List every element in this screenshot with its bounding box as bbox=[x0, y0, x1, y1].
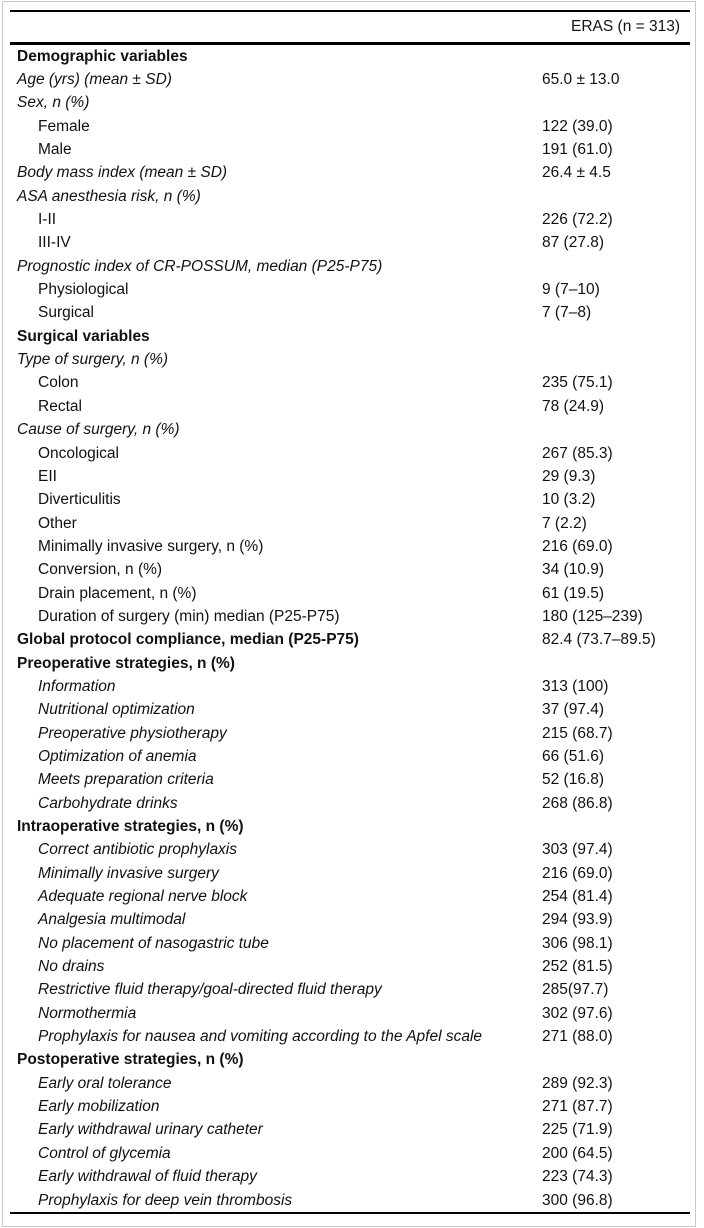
table-row bbox=[10, 862, 690, 885]
row-value: 271 (88.0) bbox=[542, 1028, 613, 1046]
row-label: Adequate regional nerve block bbox=[38, 888, 248, 906]
row-label: Drain placement, n (%) bbox=[38, 584, 197, 602]
row-label: Meets preparation criteria bbox=[38, 771, 214, 789]
table-bottom-rule bbox=[10, 1212, 690, 1214]
row-label: Surgical bbox=[38, 304, 94, 322]
row-value: 313 (100) bbox=[542, 677, 609, 695]
row-label: Prophylaxis for deep vein thrombosis bbox=[38, 1191, 293, 1209]
table-top-rule bbox=[10, 10, 690, 12]
row-label: Prognostic index of CR-POSSUM, median (P25-P75) bbox=[17, 257, 383, 275]
table-row bbox=[10, 979, 690, 1002]
table-row bbox=[10, 909, 690, 932]
row-label: EII bbox=[38, 467, 57, 485]
row-value: 200 (64.5) bbox=[542, 1144, 613, 1162]
table-row bbox=[10, 489, 690, 512]
table-row bbox=[10, 815, 690, 838]
row-label: Preoperative physiotherapy bbox=[38, 724, 227, 742]
table-row bbox=[10, 1189, 690, 1212]
row-value: 303 (97.4) bbox=[542, 841, 613, 859]
table-header-row bbox=[10, 13, 690, 41]
row-value: 252 (81.5) bbox=[542, 958, 613, 976]
table-row bbox=[10, 465, 690, 488]
row-label: ASA anesthesia risk, n (%) bbox=[17, 187, 201, 205]
row-label: Minimally invasive surgery, n (%) bbox=[38, 537, 264, 555]
row-value: 180 (125–239) bbox=[542, 607, 643, 625]
row-value: 215 (68.7) bbox=[542, 724, 613, 742]
table-row bbox=[10, 419, 690, 442]
table-row bbox=[10, 68, 690, 91]
row-label: Nutritional optimization bbox=[38, 701, 195, 719]
row-label: Early withdrawal urinary catheter bbox=[38, 1121, 263, 1139]
row-label: Analgesia multimodal bbox=[38, 911, 186, 929]
row-value: 235 (75.1) bbox=[542, 374, 613, 392]
row-label: Physiological bbox=[38, 281, 129, 299]
row-label: Demographic variables bbox=[17, 47, 188, 65]
table-row bbox=[10, 605, 690, 628]
row-label: Carbohydrate drinks bbox=[38, 794, 178, 812]
row-value: 191 (61.0) bbox=[542, 141, 613, 159]
table-row bbox=[10, 652, 690, 675]
row-value: 225 (71.9) bbox=[542, 1121, 613, 1139]
table-row bbox=[10, 395, 690, 418]
row-value: 10 (3.2) bbox=[542, 491, 596, 509]
table-row bbox=[10, 699, 690, 722]
table-row bbox=[10, 1049, 690, 1072]
row-value: 66 (51.6) bbox=[542, 747, 605, 765]
table-row bbox=[10, 559, 690, 582]
row-value: 122 (39.0) bbox=[542, 117, 613, 135]
table-row bbox=[10, 115, 690, 138]
row-value: 285(97.7) bbox=[542, 981, 609, 999]
row-value: 294 (93.9) bbox=[542, 911, 613, 929]
row-label: Female bbox=[38, 117, 90, 135]
table-row bbox=[10, 185, 690, 208]
row-value: 300 (96.8) bbox=[542, 1191, 613, 1209]
row-label: Age (yrs) (mean ± SD) bbox=[17, 71, 172, 89]
row-value: 302 (97.6) bbox=[542, 1004, 613, 1022]
row-label: Minimally invasive surgery bbox=[38, 864, 219, 882]
row-label: Cause of surgery, n (%) bbox=[17, 421, 180, 439]
row-label: Restrictive fluid therapy/goal-directed fluid therapy bbox=[38, 981, 382, 999]
row-value: 7 (2.2) bbox=[542, 514, 587, 532]
table-row bbox=[10, 769, 690, 792]
table-row bbox=[10, 348, 690, 371]
row-value: 29 (9.3) bbox=[542, 467, 596, 485]
table-row bbox=[10, 442, 690, 465]
row-label: No placement of nasogastric tube bbox=[38, 934, 269, 952]
row-label: Intraoperative strategies, n (%) bbox=[17, 818, 244, 836]
table-row bbox=[10, 1025, 690, 1048]
table-row bbox=[10, 45, 690, 68]
table-row bbox=[10, 1166, 690, 1189]
row-label: Early withdrawal of fluid therapy bbox=[38, 1168, 257, 1186]
table-row bbox=[10, 745, 690, 768]
row-label: Control of glycemia bbox=[38, 1144, 171, 1162]
row-label: Body mass index (mean ± SD) bbox=[17, 164, 228, 182]
table-row bbox=[10, 839, 690, 862]
row-value: 254 (81.4) bbox=[542, 888, 613, 906]
table-row bbox=[10, 1095, 690, 1118]
row-label: I-II bbox=[38, 211, 57, 229]
row-label: Type of surgery, n (%) bbox=[17, 351, 169, 369]
table-row bbox=[10, 278, 690, 301]
row-label: Correct antibiotic prophylaxis bbox=[38, 841, 238, 859]
row-value: 26.4 ± 4.5 bbox=[542, 164, 611, 182]
row-label: Normothermia bbox=[38, 1004, 137, 1022]
row-label: Male bbox=[38, 141, 72, 159]
row-value: 78 (24.9) bbox=[542, 397, 605, 415]
table-row bbox=[10, 629, 690, 652]
row-value: 223 (74.3) bbox=[542, 1168, 613, 1186]
table-row bbox=[10, 512, 690, 535]
row-value: 61 (19.5) bbox=[542, 584, 605, 602]
row-label: Optimization of anemia bbox=[38, 747, 197, 765]
row-label: Global protocol compliance, median (P25-P75) bbox=[17, 631, 359, 649]
row-label: No drains bbox=[38, 958, 105, 976]
row-label: Sex, n (%) bbox=[17, 94, 90, 112]
table-row bbox=[10, 792, 690, 815]
row-label: Surgical variables bbox=[17, 327, 150, 345]
table-row bbox=[10, 932, 690, 955]
table-row bbox=[10, 138, 690, 161]
table-row bbox=[10, 302, 690, 325]
row-label: Prophylaxis for nausea and vomiting according to the Apfel scale bbox=[38, 1028, 483, 1046]
table-row bbox=[10, 1119, 690, 1142]
row-value: 271 (87.7) bbox=[542, 1098, 613, 1116]
row-label: Diverticulitis bbox=[38, 491, 121, 509]
row-value: 226 (72.2) bbox=[542, 211, 613, 229]
table-row bbox=[10, 232, 690, 255]
row-value: 52 (16.8) bbox=[542, 771, 605, 789]
row-value: 37 (97.4) bbox=[542, 701, 605, 719]
row-label: Colon bbox=[38, 374, 79, 392]
table-row bbox=[10, 162, 690, 185]
row-value: 216 (69.0) bbox=[542, 864, 613, 882]
row-label: Rectal bbox=[38, 397, 82, 415]
row-value: 267 (85.3) bbox=[542, 444, 613, 462]
row-value: 87 (27.8) bbox=[542, 234, 605, 252]
table-row bbox=[10, 1002, 690, 1025]
table-body bbox=[10, 45, 690, 1212]
table-row bbox=[10, 1142, 690, 1165]
row-value: 216 (69.0) bbox=[542, 537, 613, 555]
table-row bbox=[10, 955, 690, 978]
row-label: III-IV bbox=[38, 234, 71, 252]
row-value: 9 (7–10) bbox=[542, 281, 600, 299]
row-label: Oncological bbox=[38, 444, 119, 462]
table-row bbox=[10, 92, 690, 115]
table-row bbox=[10, 535, 690, 558]
row-label: Duration of surgery (min) median (P25-P75) bbox=[38, 607, 340, 625]
row-value: 34 (10.9) bbox=[542, 561, 605, 579]
row-value: 82.4 (73.7–89.5) bbox=[542, 631, 656, 649]
row-label: Preoperative strategies, n (%) bbox=[17, 654, 235, 672]
row-value: 7 (7–8) bbox=[542, 304, 592, 322]
row-value: 65.0 ± 13.0 bbox=[542, 71, 620, 89]
table-row bbox=[10, 1072, 690, 1095]
row-value: 289 (92.3) bbox=[542, 1074, 613, 1092]
table-row bbox=[10, 582, 690, 605]
table-row bbox=[10, 325, 690, 348]
table-row bbox=[10, 675, 690, 698]
row-label: Information bbox=[38, 677, 116, 695]
row-label: Early oral tolerance bbox=[38, 1074, 172, 1092]
table-row bbox=[10, 722, 690, 745]
row-value: 268 (86.8) bbox=[542, 794, 613, 812]
row-label: Postoperative strategies, n (%) bbox=[17, 1051, 244, 1069]
row-value: 306 (98.1) bbox=[542, 934, 613, 952]
table-row bbox=[10, 208, 690, 231]
table-row bbox=[10, 372, 690, 395]
row-label: Other bbox=[38, 514, 77, 532]
column-header-eras: ERAS (n = 313) bbox=[571, 18, 680, 35]
table-row bbox=[10, 255, 690, 278]
table-row bbox=[10, 885, 690, 908]
row-label: Conversion, n (%) bbox=[38, 561, 163, 579]
row-label: Early mobilization bbox=[38, 1098, 160, 1116]
